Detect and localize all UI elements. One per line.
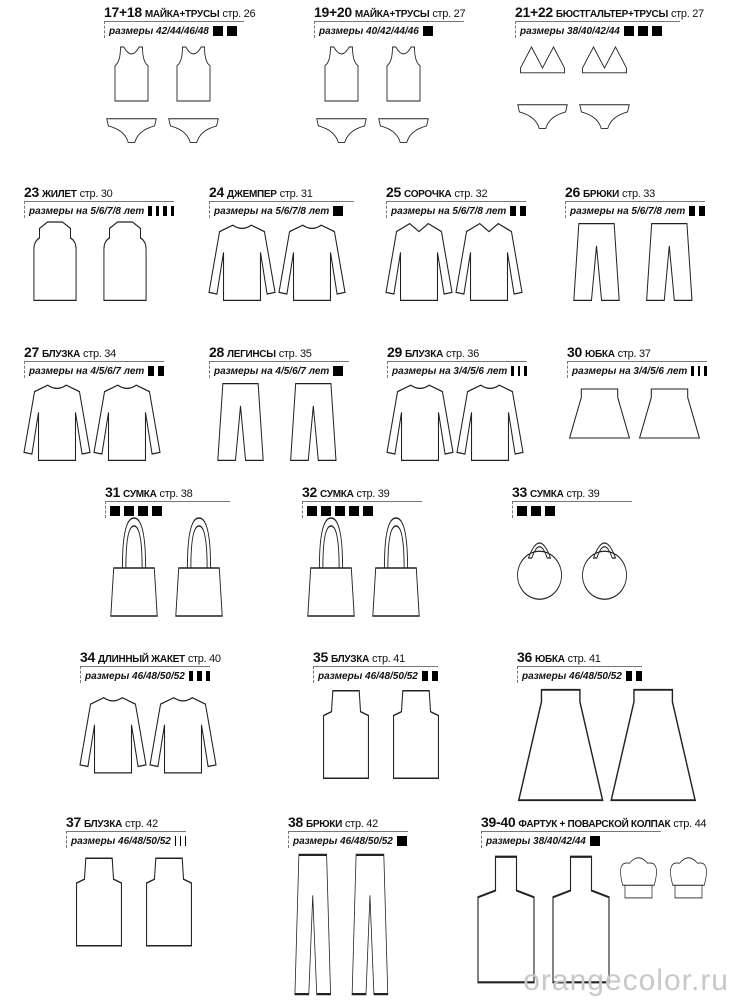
item-title xyxy=(80,649,221,665)
difficulty-square-icon xyxy=(520,206,526,216)
difficulty-square-icon xyxy=(422,671,428,681)
item-name: ДЖЕМПЕР xyxy=(227,189,277,200)
item-sizes: размеры 46/48/50/52 xyxy=(85,670,185,682)
difficulty-square-icon xyxy=(110,506,120,516)
item-page: стр. 26 xyxy=(222,8,256,20)
item-number: 24 xyxy=(209,184,224,200)
difficulty-square-icon xyxy=(691,366,694,376)
item-title xyxy=(517,649,642,665)
item-page: стр. 40 xyxy=(187,653,221,665)
pattern-item xyxy=(481,814,707,848)
item-page: стр. 35 xyxy=(278,348,312,360)
difficulty-square-icon xyxy=(704,366,707,376)
item-name: БРЮКИ xyxy=(306,819,342,830)
item-title xyxy=(481,814,707,830)
sizes-bar xyxy=(314,21,464,38)
sizes-bar xyxy=(209,361,349,378)
bag-drawing-icon xyxy=(302,518,427,618)
sweater-drawing-icon xyxy=(24,382,164,462)
difficulty-square-icon xyxy=(124,506,134,516)
item-sizes: размеры на 3/4/5/6 лет xyxy=(392,365,508,377)
tank-and-briefs-drawing-icon xyxy=(104,44,234,144)
difficulty-square-icon xyxy=(333,366,343,376)
difficulty-square-icon xyxy=(638,26,648,36)
difficulty-square-icon xyxy=(590,836,600,846)
item-number: 27 xyxy=(24,344,39,360)
item-number: 26 xyxy=(565,184,580,200)
item-page: стр. 42 xyxy=(345,818,378,830)
pattern-item xyxy=(567,344,707,378)
sweater-drawing-icon xyxy=(80,687,220,782)
difficulty-square-icon xyxy=(321,506,331,516)
item-sizes: размеры 46/48/50/52 xyxy=(522,670,622,682)
item-number: 19+20 xyxy=(314,4,352,20)
item-name: БРЮКИ xyxy=(583,189,619,200)
sizes-bar xyxy=(512,501,632,518)
difficulty-square-icon xyxy=(531,506,541,516)
item-title xyxy=(209,184,354,200)
difficulty-square-icon xyxy=(698,366,701,376)
item-page: стр. 38 xyxy=(159,488,193,500)
difficulty-square-icon xyxy=(652,26,662,36)
item-page: стр. 27 xyxy=(432,8,466,20)
item-name: БЛУЗКА xyxy=(331,654,369,665)
item-sizes: размеры на 4/5/6/7 лет xyxy=(29,365,145,377)
difficulty-square-icon xyxy=(524,366,527,376)
sizes-bar xyxy=(517,666,642,683)
round-bag-drawing-icon xyxy=(512,518,637,618)
item-sizes: размеры на 5/6/7/8 лет xyxy=(391,205,507,217)
item-sizes: размеры 46/48/50/52 xyxy=(318,670,418,682)
difficulty-square-icon xyxy=(432,671,438,681)
difficulty-square-icon xyxy=(206,671,210,681)
difficulty-square-icon xyxy=(397,836,407,846)
item-name: СОРОЧКА xyxy=(404,189,452,200)
item-name: СУМКА xyxy=(530,489,564,500)
pants-drawing-icon xyxy=(565,222,705,302)
item-sizes: размеры на 5/6/7/8 лет xyxy=(570,205,686,217)
difficulty-square-icon xyxy=(307,506,317,516)
item-name: БЛУЗКА xyxy=(84,819,122,830)
item-page: стр. 30 xyxy=(79,188,113,200)
item-title xyxy=(387,344,527,360)
pattern-item xyxy=(209,344,349,378)
item-title xyxy=(104,4,256,20)
item-number: 23 xyxy=(24,184,39,200)
pattern-item xyxy=(66,814,186,848)
item-title xyxy=(302,484,422,500)
item-sizes: размеры на 4/5/6/7 лет xyxy=(214,365,330,377)
item-name: ЖИЛЕТ xyxy=(42,189,77,200)
difficulty-square-icon xyxy=(158,366,164,376)
sweater-drawing-icon xyxy=(209,222,349,302)
item-title xyxy=(386,184,526,200)
difficulty-square-icon xyxy=(148,206,151,216)
item-title xyxy=(314,4,464,20)
pants-drawing-icon xyxy=(209,382,349,462)
item-number: 39-40 xyxy=(481,814,516,830)
item-sizes: размеры на 5/6/7/8 лет xyxy=(214,205,330,217)
difficulty-square-icon xyxy=(148,366,154,376)
item-number: 36 xyxy=(517,649,532,665)
difficulty-square-icon xyxy=(185,836,186,846)
item-sizes: размеры 46/48/50/52 xyxy=(71,835,171,847)
item-title xyxy=(24,184,174,200)
pattern-item xyxy=(209,184,354,218)
top-drawing-icon xyxy=(313,687,453,782)
sizes-bar xyxy=(24,361,164,378)
difficulty-square-icon xyxy=(138,506,148,516)
item-number: 38 xyxy=(288,814,303,830)
pattern-item xyxy=(386,184,526,218)
pattern-item xyxy=(302,484,422,518)
difficulty-square-icon xyxy=(518,366,521,376)
difficulty-square-icon xyxy=(189,671,193,681)
item-number: 17+18 xyxy=(104,4,142,20)
sizes-bar xyxy=(515,21,680,38)
item-title xyxy=(565,184,705,200)
item-name: БЛУЗКА xyxy=(42,349,80,360)
sizes-bar xyxy=(104,21,244,38)
difficulty-square-icon xyxy=(197,671,201,681)
item-number: 29 xyxy=(387,344,402,360)
item-title xyxy=(515,4,704,20)
difficulty-square-icon xyxy=(510,206,516,216)
difficulty-square-icon xyxy=(689,206,695,216)
item-number: 28 xyxy=(209,344,224,360)
item-name: БЛУЗКА xyxy=(405,349,443,360)
item-title xyxy=(288,814,408,830)
item-page: стр. 33 xyxy=(622,188,655,200)
item-number: 25 xyxy=(386,184,401,200)
sizes-bar xyxy=(313,666,438,683)
pattern-item xyxy=(313,649,438,683)
item-title xyxy=(209,344,349,360)
pattern-item xyxy=(515,4,704,38)
difficulty-square-icon xyxy=(511,366,514,376)
skirt-drawing-icon xyxy=(517,685,702,805)
pattern-item xyxy=(387,344,527,378)
item-name: СУМКА xyxy=(320,489,354,500)
difficulty-square-icon xyxy=(423,26,433,36)
pattern-item xyxy=(105,484,230,518)
item-sizes: размеры 42/44/46/48 xyxy=(109,25,209,37)
item-name: СУМКА xyxy=(123,489,157,500)
item-sizes: размеры на 5/6/7/8 лет xyxy=(29,205,145,217)
sizes-bar xyxy=(481,831,661,848)
item-page: стр. 34 xyxy=(83,348,116,360)
item-page: стр. 32 xyxy=(454,188,488,200)
difficulty-square-icon xyxy=(152,506,162,516)
difficulty-square-icon xyxy=(624,26,634,36)
item-name: ДЛИННЫЙ ЖАКЕТ xyxy=(98,654,185,665)
item-page: стр. 44 xyxy=(673,818,707,830)
sizes-bar xyxy=(105,501,230,518)
item-title xyxy=(567,344,707,360)
difficulty-square-icon xyxy=(180,836,181,846)
item-name: МАЙКА+ТРУСЫ xyxy=(354,9,430,20)
tank-and-briefs-drawing-icon xyxy=(314,44,444,144)
difficulty-square-icon xyxy=(175,836,176,846)
sizes-bar xyxy=(387,361,527,378)
sizes-bar xyxy=(386,201,526,218)
difficulty-square-icon xyxy=(626,671,632,681)
item-name: ЮБКА xyxy=(535,654,565,665)
item-page: стр. 31 xyxy=(279,188,313,200)
item-name: МАЙКА+ТРУСЫ xyxy=(144,9,220,20)
item-page: стр. 36 xyxy=(446,348,479,360)
sizes-bar xyxy=(302,501,422,518)
difficulty-square-icon xyxy=(156,206,159,216)
pattern-item xyxy=(24,344,164,378)
sizes-bar xyxy=(66,831,186,848)
difficulty-square-icon xyxy=(227,26,237,36)
item-page: стр. 37 xyxy=(617,348,651,360)
pattern-item xyxy=(517,649,642,683)
item-sizes: размеры на 3/4/5/6 лет xyxy=(572,365,688,377)
pattern-item xyxy=(24,184,174,218)
difficulty-square-icon xyxy=(517,506,527,516)
item-name: ЮБКА xyxy=(585,349,615,360)
item-page: стр. 41 xyxy=(567,653,601,665)
top-drawing-icon xyxy=(66,852,206,952)
vest-drawing-icon xyxy=(24,222,164,302)
difficulty-square-icon xyxy=(349,506,359,516)
sizes-bar xyxy=(209,201,354,218)
item-page: стр. 39 xyxy=(356,488,390,500)
item-title xyxy=(512,484,632,500)
item-page: стр. 41 xyxy=(372,653,405,665)
pants-drawing-icon xyxy=(288,852,398,997)
shirt-drawing-icon xyxy=(386,222,526,302)
item-name: ЛЕГИНСЫ xyxy=(227,349,276,360)
difficulty-square-icon xyxy=(213,26,223,36)
sizes-bar xyxy=(565,201,705,218)
pattern-item xyxy=(565,184,705,218)
item-number: 37 xyxy=(66,814,81,830)
pattern-item xyxy=(512,484,632,518)
item-sizes: размеры 38/40/42/44 xyxy=(486,835,586,847)
difficulty-square-icon xyxy=(699,206,705,216)
difficulty-square-icon xyxy=(333,206,343,216)
pattern-item xyxy=(104,4,256,38)
bra-and-briefs-drawing-icon xyxy=(515,44,645,144)
difficulty-square-icon xyxy=(636,671,642,681)
sizes-bar xyxy=(567,361,707,378)
item-number: 32 xyxy=(302,484,317,500)
item-sizes: размеры 46/48/50/52 xyxy=(293,835,393,847)
item-name: БЮСТГАЛЬТЕР+ТРУСЫ xyxy=(555,9,668,20)
sizes-bar xyxy=(288,831,408,848)
difficulty-square-icon xyxy=(171,206,174,216)
sizes-bar xyxy=(24,201,174,218)
item-title xyxy=(24,344,164,360)
short-skirt-drawing-icon xyxy=(567,382,707,462)
sizes-bar xyxy=(80,666,210,683)
item-title xyxy=(66,814,186,830)
pattern-item xyxy=(314,4,464,38)
bag-drawing-icon xyxy=(105,518,230,618)
watermark: orangecolor.ru xyxy=(523,964,729,997)
item-title xyxy=(105,484,230,500)
item-number: 21+22 xyxy=(515,4,553,20)
pattern-item xyxy=(288,814,408,848)
item-page: стр. 39 xyxy=(566,488,600,500)
item-title xyxy=(313,649,438,665)
item-name: ФАРТУК + ПОВАРСКОЙ КОЛПАК xyxy=(518,819,671,830)
item-number: 33 xyxy=(512,484,527,500)
item-page: стр. 42 xyxy=(125,818,158,830)
difficulty-square-icon xyxy=(163,206,166,216)
difficulty-square-icon xyxy=(363,506,373,516)
difficulty-square-icon xyxy=(335,506,345,516)
sweater-drawing-icon xyxy=(387,382,527,462)
item-sizes: размеры 40/42/44/46 xyxy=(319,25,419,37)
item-sizes: размеры 38/40/42/44 xyxy=(520,25,620,37)
item-number: 30 xyxy=(567,344,582,360)
item-number: 34 xyxy=(80,649,95,665)
item-page: стр. 27 xyxy=(670,8,704,20)
item-number: 35 xyxy=(313,649,328,665)
difficulty-square-icon xyxy=(545,506,555,516)
pattern-item xyxy=(80,649,221,683)
item-number: 31 xyxy=(105,484,120,500)
